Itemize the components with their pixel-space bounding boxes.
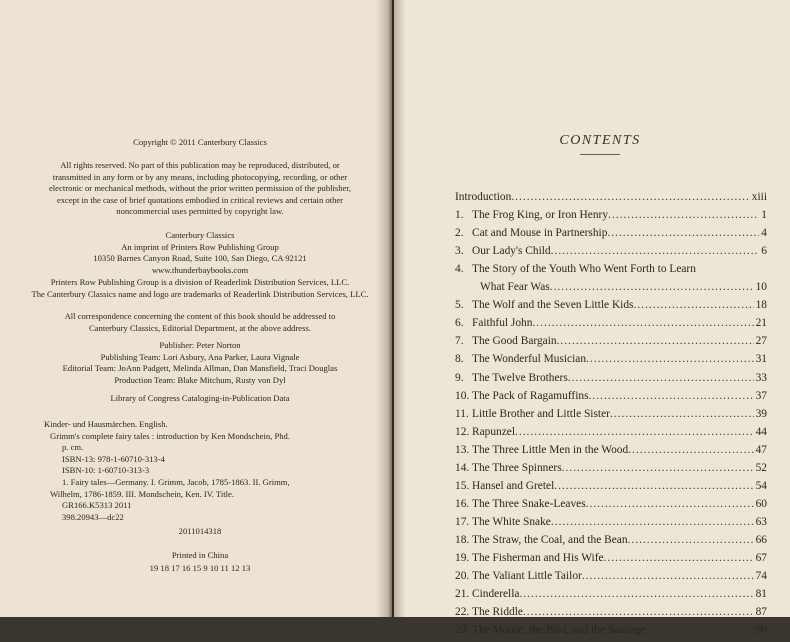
toc-entry-number: 1. <box>455 209 464 222</box>
toc-entry <box>455 335 767 353</box>
toc-entry-page: 74 <box>755 570 767 583</box>
toc-entry-title: Faithful John <box>472 317 533 330</box>
cip-line: 2011014318 <box>178 526 222 536</box>
toc-entry <box>455 372 767 390</box>
toc-entry-title: The Straw, the Coal, and the Bean <box>472 533 628 546</box>
toc-entry <box>455 299 767 317</box>
toc-entry-number: 18. <box>455 533 470 546</box>
toc-entry <box>455 353 767 371</box>
toc-entry-title: The Three Spinners <box>472 461 562 474</box>
toc-entry-page: 54 <box>755 479 767 492</box>
toc-entry-number: 22. <box>455 606 470 619</box>
toc-entry-number: 16. <box>455 497 470 510</box>
toc-leader-dots <box>523 606 754 618</box>
toc-entry-title: Hansel and Gretel <box>472 479 555 492</box>
toc-entry-number: 23. <box>455 624 470 637</box>
cip-line: ISBN-13: 978-1-60710-313-4 <box>62 453 165 464</box>
publisher-line: An imprint of Printers Row Publishing Group <box>121 241 279 252</box>
toc-entry-number: 20. <box>455 570 470 583</box>
toc-entry-number: 2. <box>455 227 464 240</box>
toc-entry-number: 4. <box>455 263 464 276</box>
toc-leader-dots <box>568 372 754 384</box>
printed-line: Printed in China <box>171 550 229 560</box>
toc-entry <box>455 480 767 498</box>
toc-leader-dots <box>511 191 749 203</box>
toc-entry-number: 13. <box>455 443 470 456</box>
team-line: Publishing Team: Lori Asbury, Ana Parker, Laura Vignale <box>100 351 300 362</box>
toc-leader-dots <box>515 426 754 438</box>
toc-leader-dots <box>633 299 753 311</box>
toc-entry-number: 8. <box>455 353 464 366</box>
toc-entry-title: Introduction <box>455 191 512 203</box>
toc-entry-title: The Pack of Ragamuffins <box>472 389 589 402</box>
toc-entry <box>455 426 767 444</box>
toc-entry-number: 6. <box>455 317 464 330</box>
toc-entry-title: The Mouse, the Bird, and the Sausage <box>472 624 646 637</box>
correspondence-line: Canterbury Classics, Editorial Department, at the above address. <box>89 322 311 333</box>
toc-entry-number: 21. <box>455 588 470 601</box>
toc-entry-number: 3. <box>455 245 464 258</box>
toc-entry-number: 19. <box>455 552 470 564</box>
toc-entry-page: 10 <box>755 281 767 294</box>
toc-entry-page: 21 <box>755 317 767 330</box>
toc-entry-title: The Three Little Men in the Wood <box>472 443 629 456</box>
cip-line: 1. Fairy tales—Germany. I. Grimm, Jacob, 1785-1863. II. Grimm, <box>62 477 290 487</box>
toc-entry-title: The Wolf and the Seven Little Kids <box>472 299 634 312</box>
toc-entry-title: The Frog King, or Iron Henry <box>472 209 609 222</box>
team-line: Production Team: Blake Mitchum, Rusty von Dyl <box>114 374 286 385</box>
publisher-line: 10350 Barnes Canyon Road, Suite 100, San Diego, CA 92121 <box>93 253 307 263</box>
toc-entry-title: Our Lady's Child <box>472 245 551 258</box>
team-line: Editorial Team: JoAnn Padgett, Melinda Allman, Dan Mansfield, Traci Douglas <box>62 363 338 373</box>
toc-entry-page: 31 <box>755 353 767 366</box>
toc-leader-dots <box>610 408 754 420</box>
toc-entry-number: 15. <box>455 479 470 492</box>
toc-leader-dots <box>586 353 754 365</box>
rights-line: transmitted in any form or by any means, including photocopying, recording, or other <box>52 171 348 182</box>
toc-entry-title: The Fisherman and His Wife <box>472 552 604 564</box>
toc-entry <box>455 317 767 335</box>
toc-leader-dots <box>645 624 753 636</box>
toc-entry-title: The Twelve Brothers <box>472 371 568 384</box>
toc-entry-number: 10. <box>455 389 470 402</box>
toc-entry-title: Rapunzel <box>472 425 516 438</box>
cip-line: Wilhelm, 1786-1859. III. Mondschein, Ken. IV. Title. <box>50 488 235 499</box>
toc-leader-dots <box>550 281 754 293</box>
toc-entry-number: 11. <box>455 407 469 420</box>
toc-leader-dots <box>551 245 760 257</box>
copyright-page <box>0 0 392 617</box>
toc-entry-number: 9. <box>455 371 464 384</box>
toc-entry <box>455 245 767 263</box>
toc-leader-dots <box>608 209 759 221</box>
toc-entry <box>455 209 767 227</box>
rights-line: All rights reserved. No part of this publication may be reproduced, distributed, or <box>60 160 340 170</box>
toc-leader-dots <box>519 588 753 600</box>
toc-entry-title: Cinderella <box>472 588 520 601</box>
toc-entry <box>455 227 767 245</box>
toc-entry <box>455 516 767 534</box>
toc-leader-dots <box>604 552 754 564</box>
toc-entry <box>455 534 767 552</box>
toc-entry-page: 47 <box>755 443 767 456</box>
toc-entry-number: 5. <box>455 299 464 312</box>
toc-entry-page: 33 <box>755 371 767 384</box>
toc-entry-title: The Valiant Little Tailor <box>472 570 582 583</box>
toc-entry <box>455 588 767 606</box>
division-line: The Canterbury Classics name and logo are trademarks of Readerlink Distribution Services, LLC. <box>31 288 369 299</box>
toc-entry-page: 63 <box>755 515 767 528</box>
toc-entry-page: 87 <box>755 606 767 619</box>
toc-leader-dots <box>607 227 759 239</box>
toc-entry-title: The Riddle <box>472 606 523 619</box>
toc-leader-dots <box>589 390 754 402</box>
toc-entry-page: 27 <box>755 335 767 348</box>
book-gutter <box>376 0 406 617</box>
toc-entry-page: 1 <box>761 209 767 222</box>
cip-line: ISBN-10: 1-60710-313-3 <box>62 465 150 475</box>
cip-line: Kinder- und Hausmärchen. English. <box>44 419 168 429</box>
toc-entry-title: What Fear Was <box>480 281 550 294</box>
toc-entry <box>455 606 767 624</box>
toc-leader-dots <box>557 335 754 347</box>
toc-entry <box>455 498 767 516</box>
toc-entry-page: 37 <box>755 389 767 402</box>
team-line: Publisher: Peter Norton <box>159 340 241 350</box>
toc-entry-page: xiii <box>751 191 767 203</box>
toc-entry-title: The Good Bargain <box>472 335 557 348</box>
toc-entry <box>455 263 767 281</box>
toc-entry-page: 4 <box>761 227 767 240</box>
cip-heading: Library of Congress Cataloging-in-Publication Data <box>110 393 290 403</box>
toc-entry-title: The Three Snake-Leaves <box>472 497 586 510</box>
contents-title: CONTENTS <box>559 133 641 148</box>
toc-entry-page: 6 <box>761 245 767 258</box>
toc-entry-title: The Wonderful Musician <box>472 353 587 366</box>
toc-entry-number: 7. <box>455 335 464 348</box>
toc-entry <box>455 390 767 408</box>
rights-line: noncommercial uses permitted by copyright law. <box>116 206 284 216</box>
toc-entry-page: 90 <box>755 624 767 637</box>
rights-line: except in the case of brief quotations embodied in critical reviews and certain other <box>56 194 344 205</box>
toc-leader-dots <box>586 498 754 510</box>
cip-line: 398.20943—dc22 <box>62 511 124 522</box>
toc-entry-title: Little Brother and Little Sister <box>472 407 610 420</box>
toc-leader-dots <box>554 480 753 492</box>
rights-line: electronic or mechanical methods, without the prior written permission of the publisher, <box>48 183 352 193</box>
toc-leader-dots <box>551 516 754 528</box>
toc-entry <box>455 462 767 480</box>
publisher-line: www.thunderbaybooks.com <box>151 264 249 275</box>
toc-entry-page: 66 <box>755 533 767 546</box>
copyright-line: Copyright © 2011 Canterbury Classics <box>133 137 267 147</box>
toc-entry-title: Cat and Mouse in Partnership <box>472 227 608 240</box>
division-line: Printers Row Publishing Group is a division of Readerlink Distribution Services, LLC. <box>50 277 350 287</box>
toc-entry-page: 52 <box>755 461 767 474</box>
toc-entry-page: 44 <box>755 425 767 438</box>
publisher-line: Canterbury Classics <box>165 230 235 240</box>
toc-leader-dots <box>628 534 754 546</box>
toc-entry-number: 14. <box>455 461 470 474</box>
toc-entry <box>455 624 767 642</box>
toc-leader-dots <box>582 570 754 582</box>
cip-line: p. cm. <box>62 442 84 452</box>
toc-leader-dots <box>628 444 753 456</box>
toc-entry <box>455 191 767 209</box>
toc-entry-page: 81 <box>755 588 767 601</box>
cip-line: Grimm's complete fairy tales : introduction by Ken Mondschein, Phd. <box>50 430 290 441</box>
toc-entry-page: 67 <box>755 552 767 564</box>
toc-entry-title: The Story of the Youth Who Went Forth to Learn <box>472 263 696 276</box>
contents-rule <box>580 154 620 155</box>
cip-line: GR166.K5313 2011 <box>62 500 132 510</box>
toc-entry-page: 60 <box>755 497 767 510</box>
toc-leader-dots <box>532 317 753 329</box>
toc-leader-dots <box>562 462 754 474</box>
toc-entry <box>455 570 767 588</box>
toc-entry-page: 18 <box>755 299 767 312</box>
toc-entry-page: 39 <box>755 407 767 420</box>
toc-entry <box>455 281 767 299</box>
toc-entry <box>455 444 767 462</box>
toc-entry <box>455 408 767 426</box>
toc-entry-number: 12. <box>455 425 470 438</box>
print-number-line: 19 18 17 16 15 9 10 11 12 13 <box>149 563 251 573</box>
toc-entry-title: The White Snake <box>472 515 551 528</box>
toc-entry-number: 17. <box>455 515 470 528</box>
correspondence-line: All correspondence concerning the content of this book should be addressed to <box>64 311 336 321</box>
toc-entry <box>455 552 767 570</box>
